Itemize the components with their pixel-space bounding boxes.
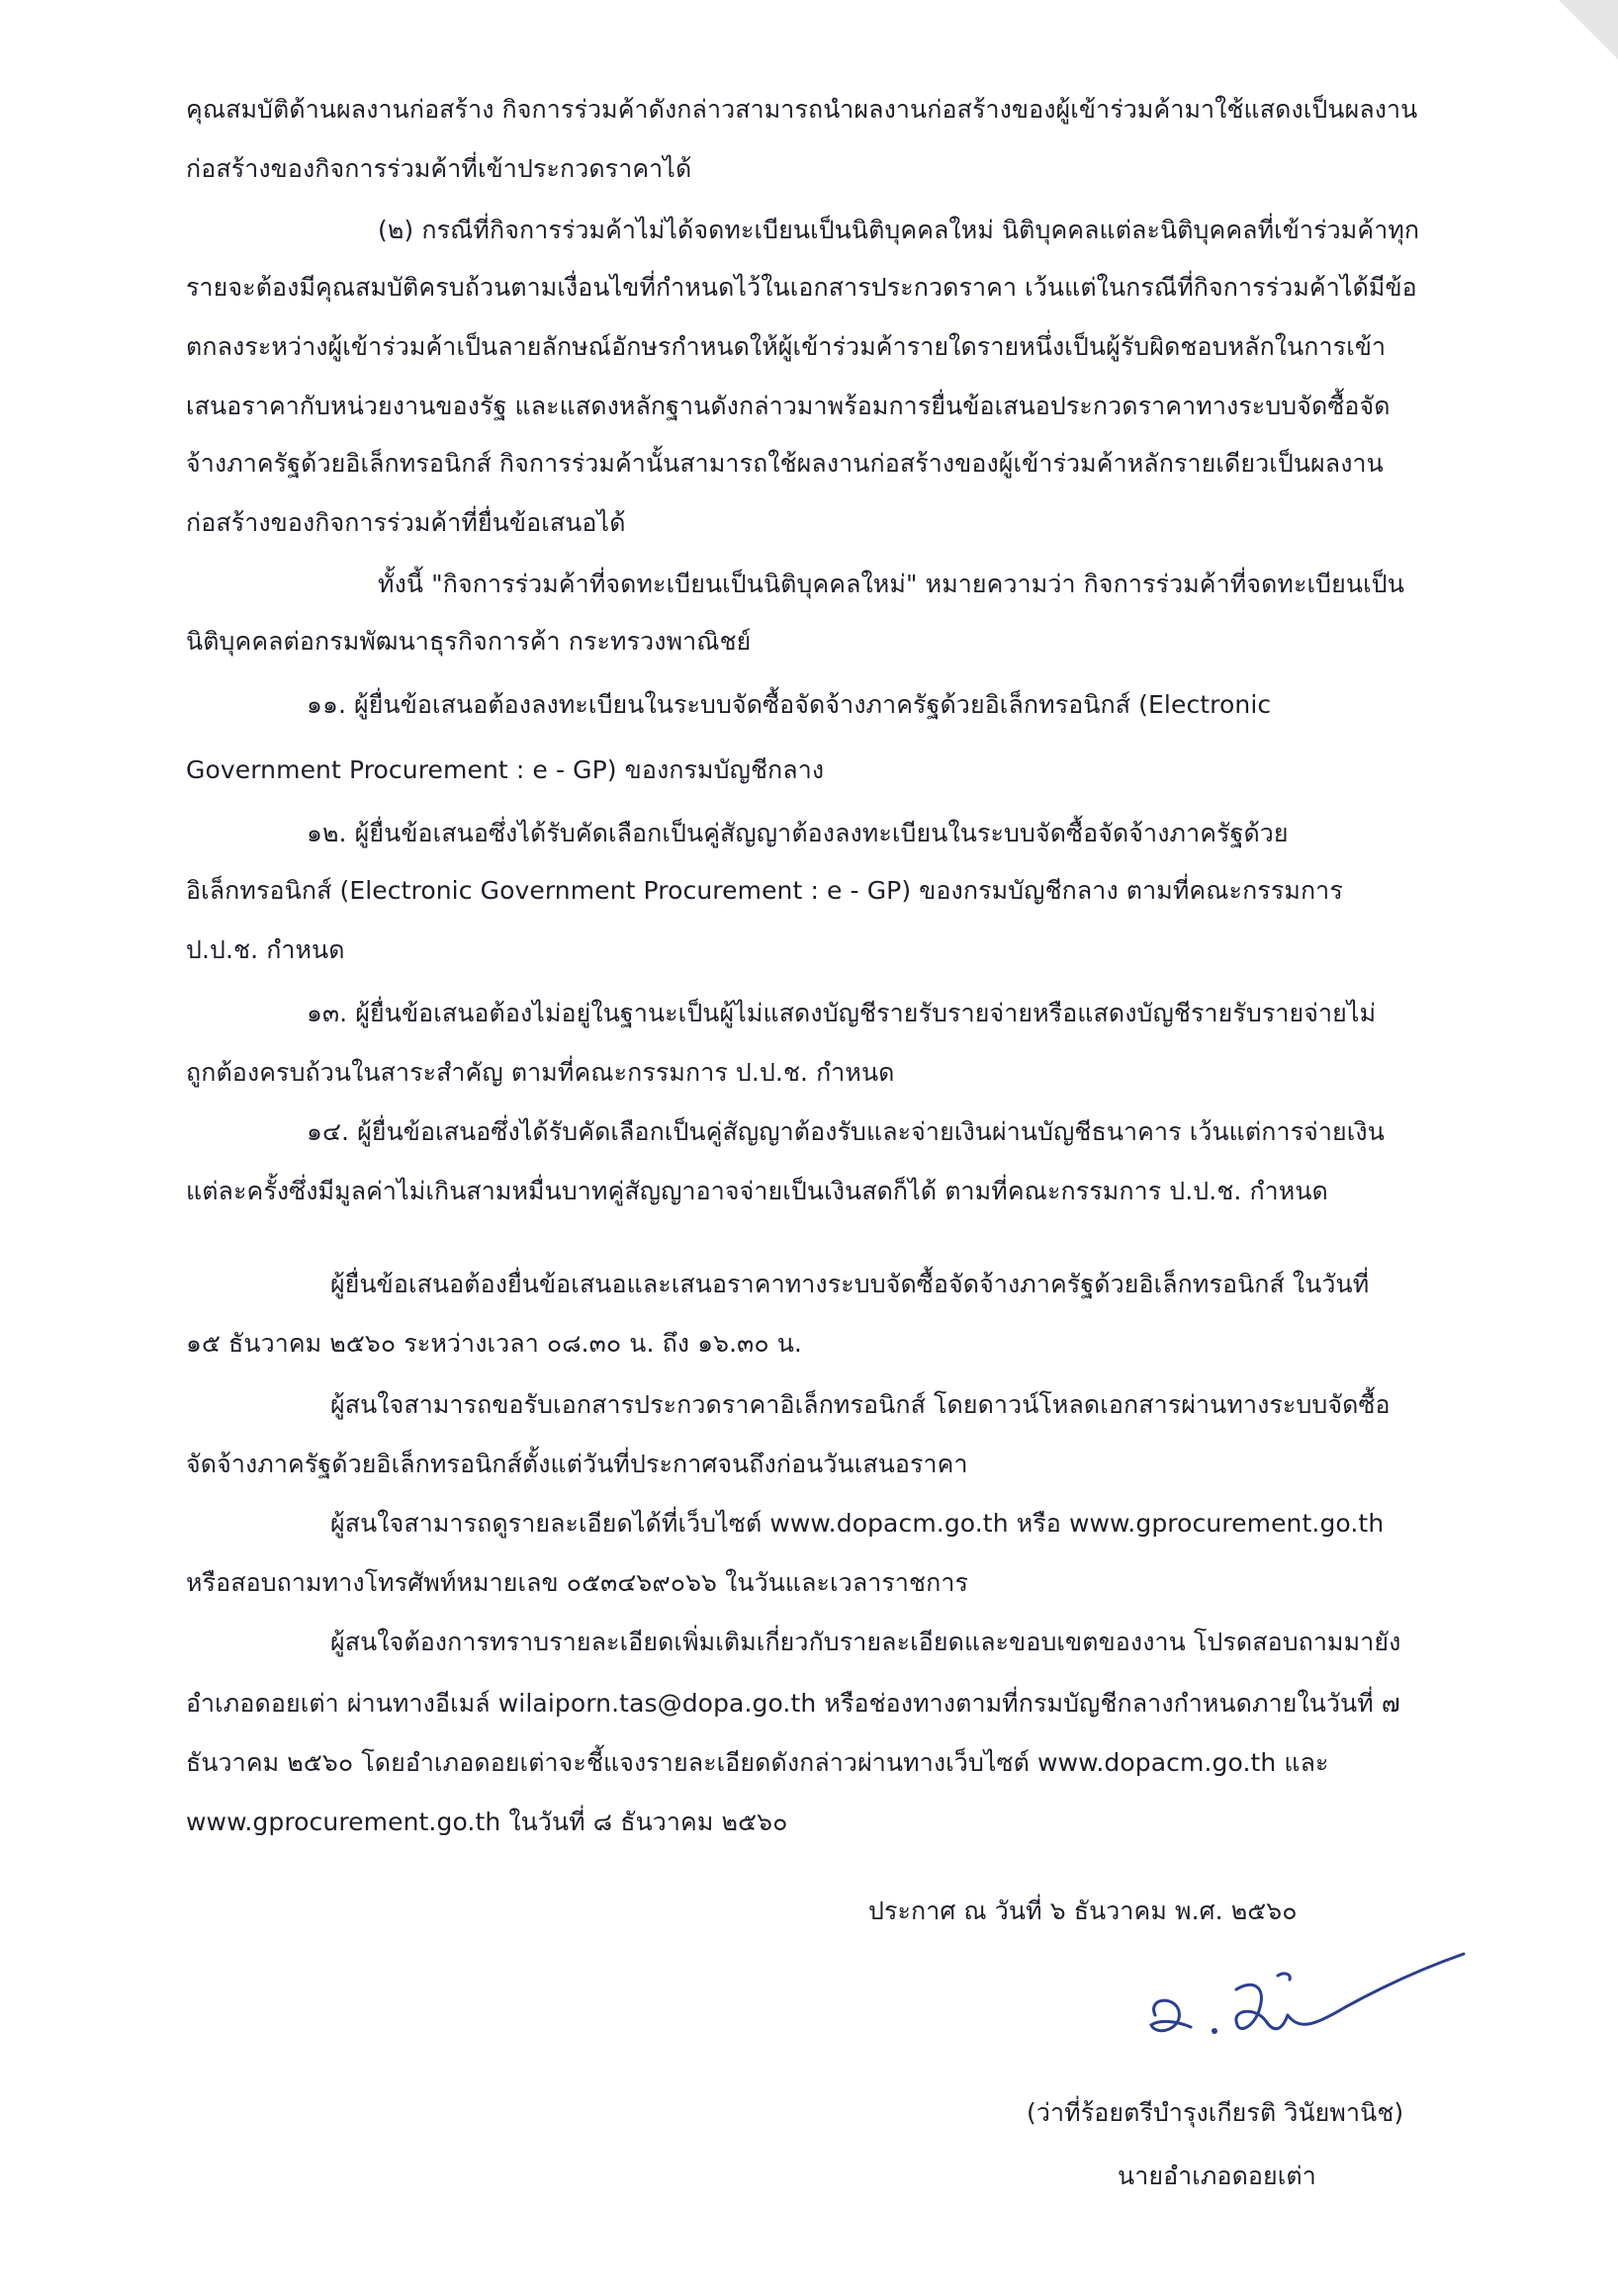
- download-line-2: จัดจ้างภาครัฐด้วยอิเล็กทรอนิกส์ตั้งแต่วันที่ประกาศจนถึงก่อนวันเสนอราคา: [186, 1450, 968, 1478]
- inquiry-line-2: อำเภอดอยเต่า ผ่านทางอีเมล์ wilaiporn.tas@dopa.go.th หรือช่องทางตามที่กรมบัญชีกลางกำหนดภายในวันที่ ๗: [186, 1689, 1400, 1718]
- body-line-2: ก่อสร้างของกิจการร่วมค้าที่เข้าประกวดราคาได้: [186, 154, 692, 183]
- announcement-date: ประกาศ ณ วันที่ ๖ ธันวาคม พ.ศ. ๒๕๖๐: [868, 1897, 1298, 1925]
- body-line-8: ก่อสร้างของกิจการร่วมค้าที่ยื่นข้อเสนอได้: [186, 508, 626, 537]
- body-line-4: รายจะต้องมีคุณสมบัติครบถ้วนตามเงื่อนไขที่กำหนดไว้ในเอกสารประกวดราคา เว้นแต่ในกรณีที่กิจการร่วมค้าได้มีข้อ: [186, 273, 1417, 302]
- signer-title: นายอำเภอดอยเต่า: [1118, 2162, 1316, 2190]
- clause-13-line-1: ๑๓. ผู้ยื่นข้อเสนอต้องไม่อยู่ในฐานะเป็นผู้ไม่แสดงบัญชีรายรับรายจ่ายหรือแสดงบัญชีรายรับรายจ่ายไม่: [307, 999, 1377, 1027]
- signature: [1118, 1946, 1474, 2065]
- body-line-3: (๒) กรณีที่กิจการร่วมค้าไม่ได้จดทะเบียนเป็นนิติบุคคลใหม่ นิติบุคคลแต่ละนิติบุคคลที่เข้าร่วมค้าทุก: [378, 216, 1420, 244]
- inquiry-line-4: www.gprocurement.go.th ในวันที่ ๘ ธันวาคม ๒๕๖๐: [186, 1808, 788, 1836]
- clause-11-line-2: Government Procurement : e - GP) ของกรมบัญชีกลาง: [186, 755, 825, 784]
- clause-14-line-1: ๑๔. ผู้ยื่นข้อเสนอซึ่งได้รับคัดเลือกเป็นคู่สัญญาต้องรับและจ่ายเงินผ่านบัญชีธนาคาร เว้นแต่การจ่ายเงิน: [307, 1117, 1385, 1146]
- inquiry-line-3: ธันวาคม ๒๕๖๐ โดยอำเภอดอยเต่าจะชี้แจงรายละเอียดดังกล่าวผ่านทางเว็บไซต์ www.dopacm.go.th และ: [186, 1748, 1329, 1777]
- body-line-10: นิติบุคคลต่อกรมพัฒนาธุรกิจการค้า กระทรวงพาณิชย์: [186, 627, 752, 656]
- contact-line-2: หรือสอบถามทางโทรศัพท์หมายเลข ๐๕๓๔๖๙๐๖๖ ในวันและเวลาราชการ: [186, 1568, 969, 1597]
- inquiry-line-1: ผู้สนใจต้องการทราบรายละเอียดเพิ่มเติมเกี่ยวกับรายละเอียดและขอบเขตของงาน โปรดสอบถามมายัง: [330, 1628, 1401, 1656]
- clause-12-line-2: อิเล็กทรอนิกส์ (Electronic Government Procurement : e - GP) ของกรมบัญชีกลาง ตามที่คณะกรรมการ: [186, 876, 1343, 905]
- body-line-5: ตกลงระหว่างผู้เข้าร่วมค้าเป็นลายลักษณ์อักษรกำหนดให้ผู้เข้าร่วมค้ารายใดรายหนึ่งเป็นผู้รับผิดชอบหลักในการเข้า: [186, 332, 1387, 361]
- folded-corner: [1559, 0, 1618, 59]
- signer-name: (ว่าที่ร้อยตรีบำรุงเกียรติ วินัยพานิช): [1027, 2098, 1404, 2127]
- clause-12-line-1: ๑๒. ผู้ยื่นข้อเสนอซึ่งได้รับคัดเลือกเป็นคู่สัญญาต้องลงทะเบียนในระบบจัดซื้อจัดจ้างภาครัฐด้วย: [307, 819, 1289, 847]
- contact-line-1: ผู้สนใจสามารถดูรายละเอียดได้ที่เว็บไซต์ www.dopacm.go.th หรือ www.gprocurement.go.th: [330, 1509, 1385, 1538]
- submission-line-2: ๑๕ ธันวาคม ๒๕๖๐ ระหว่างเวลา ๐๘.๓๐ น. ถึง ๑๖.๓๐ น.: [186, 1329, 802, 1358]
- clause-11-line-1: ๑๑. ผู้ยื่นข้อเสนอต้องลงทะเบียนในระบบจัดซื้อจัดจ้างภาครัฐด้วยอิเล็กทรอนิกส์ (Electronic: [307, 690, 1272, 719]
- body-line-7: จ้างภาครัฐด้วยอิเล็กทรอนิกส์ กิจการร่วมค้านั้นสามารถใช้ผลงานก่อสร้างของผู้เข้าร่วมค้าหลักรายเดียวเป็นผลงาน: [186, 449, 1384, 478]
- download-line-1: ผู้สนใจสามารถขอรับเอกสารประกวดราคาอิเล็กทรอนิกส์ โดยดาวน์โหลดเอกสารผ่านทางระบบจัดซื้อ: [330, 1390, 1391, 1419]
- body-line-6: เสนอราคากับหน่วยงานของรัฐ และแสดงหลักฐานดังกล่าวมาพร้อมการยื่นข้อเสนอประกวดราคาทางระบบจัดซื้อจัด: [186, 392, 1391, 420]
- body-line-9: ทั้งนี้ "กิจการร่วมค้าที่จดทะเบียนเป็นนิติบุคคลใหม่" หมายความว่า กิจการร่วมค้าที่จดทะเบียนเป็น: [378, 570, 1404, 598]
- body-line-1: คุณสมบัติด้านผลงานก่อสร้าง กิจการร่วมค้าดังกล่าวสามารถนำผลงานก่อสร้างของผู้เข้าร่วมค้ามาใช้แสดงเป็นผลงาน: [186, 95, 1418, 124]
- clause-12-line-3: ป.ป.ช. กำหนด: [186, 935, 345, 964]
- submission-line-1: ผู้ยื่นข้อเสนอต้องยื่นข้อเสนอและเสนอราคาทางระบบจัดซื้อจัดจ้างภาครัฐด้วยอิเล็กทรอนิกส์ ในวันที่: [330, 1270, 1370, 1298]
- clause-13-line-2: ถูกต้องครบถ้วนในสาระสำคัญ ตามที่คณะกรรมการ ป.ป.ช. กำหนด: [186, 1058, 895, 1087]
- clause-14-line-2: แต่ละครั้งซึ่งมีมูลค่าไม่เกินสามหมื่นบาทคู่สัญญาอาจจ่ายเป็นเงินสดก็ได้ ตามที่คณะกรรมการ ป.ป.ช. กำหนด: [186, 1177, 1328, 1205]
